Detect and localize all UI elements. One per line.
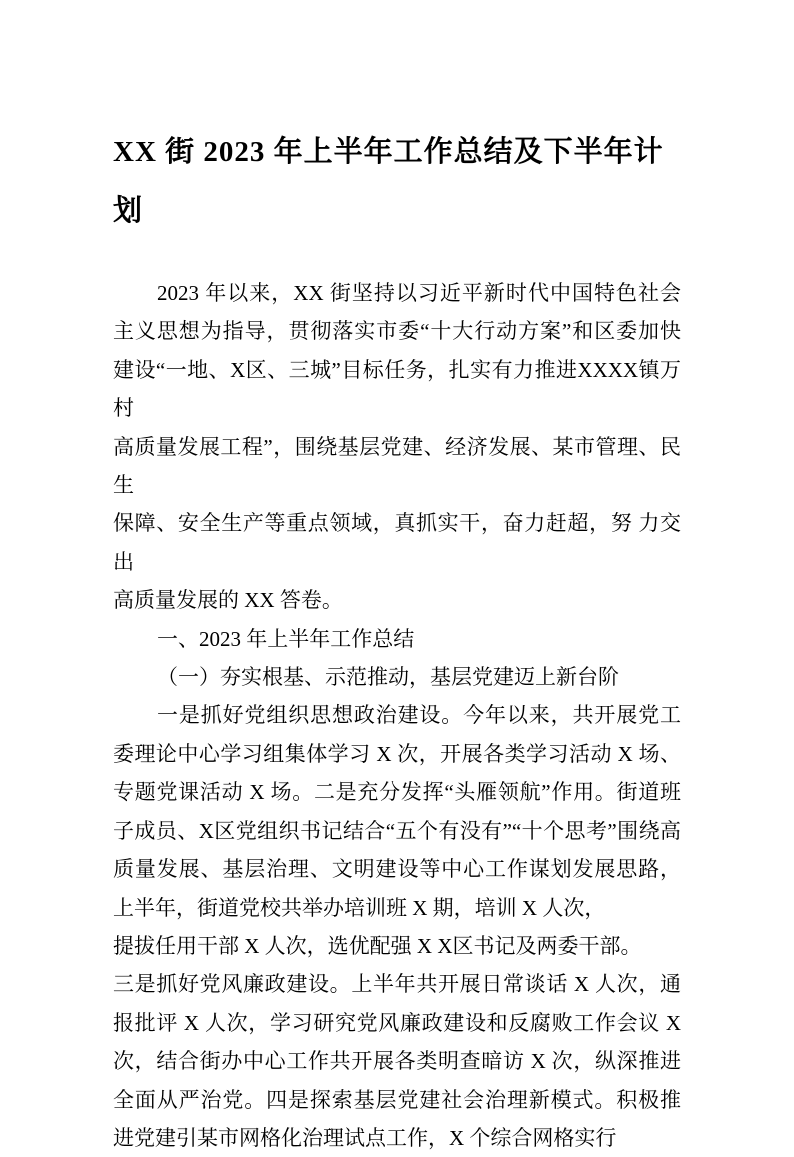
document-title-line: 划 xyxy=(113,195,144,227)
body-line: 委理论中心学习组集体学习 X 次，开展各类学习活动 X 场、 xyxy=(113,741,681,766)
document-body xyxy=(113,274,681,1157)
page-content xyxy=(113,0,681,1157)
body-line: 保障、安全生产等重点领域，真抓实干，奋力赶超，努 力交出 xyxy=(113,511,681,574)
body-line: 2023 年以来，XX 街坚持以习近平新时代中国特色社会 xyxy=(157,281,681,305)
body-line: 进党建引某市网格化治理试点工作，X 个综合网格实行 xyxy=(113,1125,617,1150)
body-line: 建设“一地、X区、三城”目标任务，扎实有力推进XXXX镇万村 xyxy=(113,357,681,421)
body-line: 子成员、X区党组织书记结合“五个有没有”“十个思考”围绕高 xyxy=(113,818,681,843)
body-line: 一是抓好党组织思想政治建设。今年以来，共开展党工 xyxy=(157,703,681,728)
body-line: 次，结合街办中心工作共开展各类明查暗访 X 次，纵深推进 xyxy=(113,1049,681,1074)
document-title xyxy=(113,123,681,241)
body-line: 报批评 X 人次，学习研究党风廉政建设和反腐败工作会议 X xyxy=(113,1010,681,1035)
body-line: （一）夯实根基、示范推动，基层党建迈上新台阶 xyxy=(157,665,619,690)
body-line: 提拔任用干部 X 人次，选优配强 X X区书记及两委干部。 xyxy=(113,933,642,958)
body-line: 全面从严治党。四是探索基层党建社会治理新模式。积极推 xyxy=(113,1087,681,1112)
body-line: 专题党课活动 X 场。二是充分发挥“头雁领航”作用。街道班 xyxy=(113,780,681,805)
body-line: 上半年，街道党校共举办培训班 X 期，培训 X 人次， xyxy=(113,895,606,920)
body-line: 一、2023 年上半年工作总结 xyxy=(157,626,415,651)
body-line: 三是抓好党风廉政建设。上半年共开展日常谈话 X 人次，通 xyxy=(113,972,681,997)
body-line: 高质量发展的 XX 答卷。 xyxy=(113,588,343,613)
document-title-line: XX 街 2023 年上半年工作总结及下半年计 xyxy=(113,136,664,168)
body-line: 主义思想为指导，贯彻落实市委“十大行动方案”和区委加快 xyxy=(113,319,681,344)
body-line: 质量发展、基层治理、文明建设等中心工作谋划发展思路， xyxy=(113,857,681,882)
body-line: 高质量发展工程”，围绕基层党建、经济发展、某市管理、民生 xyxy=(113,434,681,498)
